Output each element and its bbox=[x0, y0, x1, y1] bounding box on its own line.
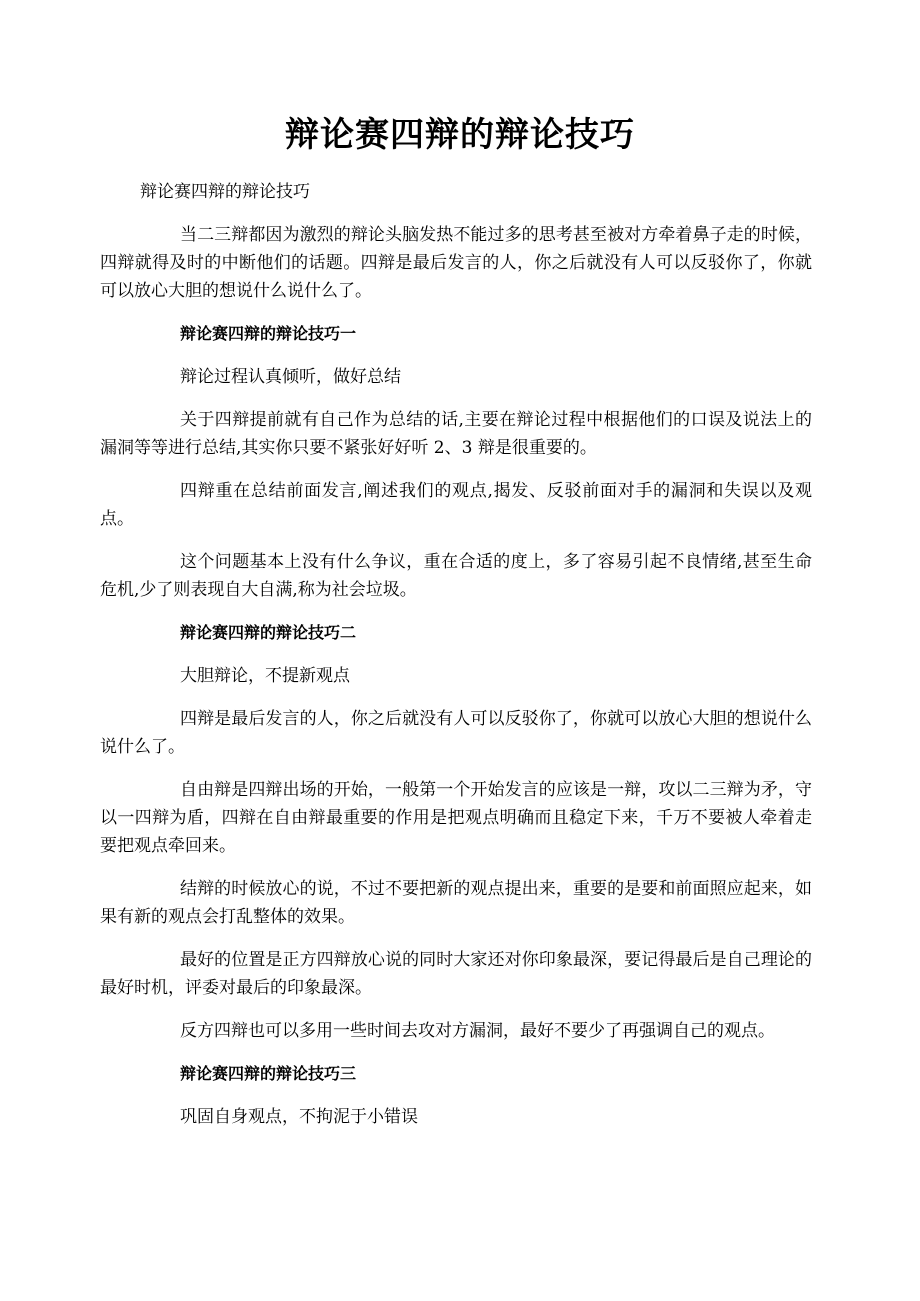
paragraph: 最好的位置是正方四辩放心说的同时大家还对你印象最深，要记得最后是自己理论的最好时机，评委对最后的印象最深。 bbox=[100, 950, 812, 998]
paragraph: 当二三辩都因为激烈的辩论头脑发热不能过多的思考甚至被对方牵着鼻子走的时候，四辩就得及时的中断他们的话题。四辩是最后发言的人，你之后就没有人可以反驳你了，你就可以放心大胆的想说什么说什么了。 bbox=[100, 225, 812, 301]
paragraph: 结辩的时候放心的说，不过不要把新的观点提出来，重要的是要和前面照应起来，如果有新的观点会打乱整体的效果。 bbox=[100, 879, 812, 927]
paragraph: 巩固自身观点，不拘泥于小错误 bbox=[180, 1107, 418, 1127]
section-heading: 辩论赛四辩的辩论技巧二 bbox=[180, 623, 357, 642]
paragraph: 反方四辩也可以多用一些时间去攻对方漏洞，最好不要少了再强调自己的观点。 bbox=[180, 1021, 775, 1041]
paragraph: 关于四辩提前就有自己作为总结的话,主要在辩论过程中根据他们的口误及说法上的漏洞等等进行总结,其实你只要不紧张好好听 2、3 辩是很重要的。 bbox=[100, 410, 812, 458]
document-title: 辩论赛四辩的辩论技巧 bbox=[285, 114, 635, 155]
section-heading: 辩论赛四辩的辩论技巧一 bbox=[180, 324, 357, 343]
paragraph: 四辩是最后发言的人，你之后就没有人可以反驳你了，你就可以放心大胆的想说什么说什么了。 bbox=[100, 709, 812, 757]
intro-subtitle: 辩论赛四辩的辩论技巧 bbox=[140, 182, 310, 202]
document-body bbox=[100, 178, 812, 1146]
paragraph: 自由辩是四辩出场的开始，一般第一个开始发言的应该是一辩，攻以二三辩为矛，守以一四辩为盾，四辩在自由辩最重要的作用是把观点明确而且稳定下来，千万不要被人牵着走要把观点牵回来。 bbox=[100, 780, 812, 856]
section-heading: 辩论赛四辩的辩论技巧三 bbox=[180, 1064, 357, 1083]
paragraph: 这个问题基本上没有什么争议，重在合适的度上，多了容易引起不良情绪,甚至生命危机,少了则表现自大自满,称为社会垃圾。 bbox=[100, 552, 812, 600]
paragraph: 四辩重在总结前面发言,阐述我们的观点,揭发、反驳前面对手的漏洞和失误以及观点。 bbox=[100, 481, 812, 529]
paragraph: 辩论过程认真倾听，做好总结 bbox=[180, 367, 401, 387]
paragraph: 大胆辩论，不提新观点 bbox=[180, 666, 350, 686]
